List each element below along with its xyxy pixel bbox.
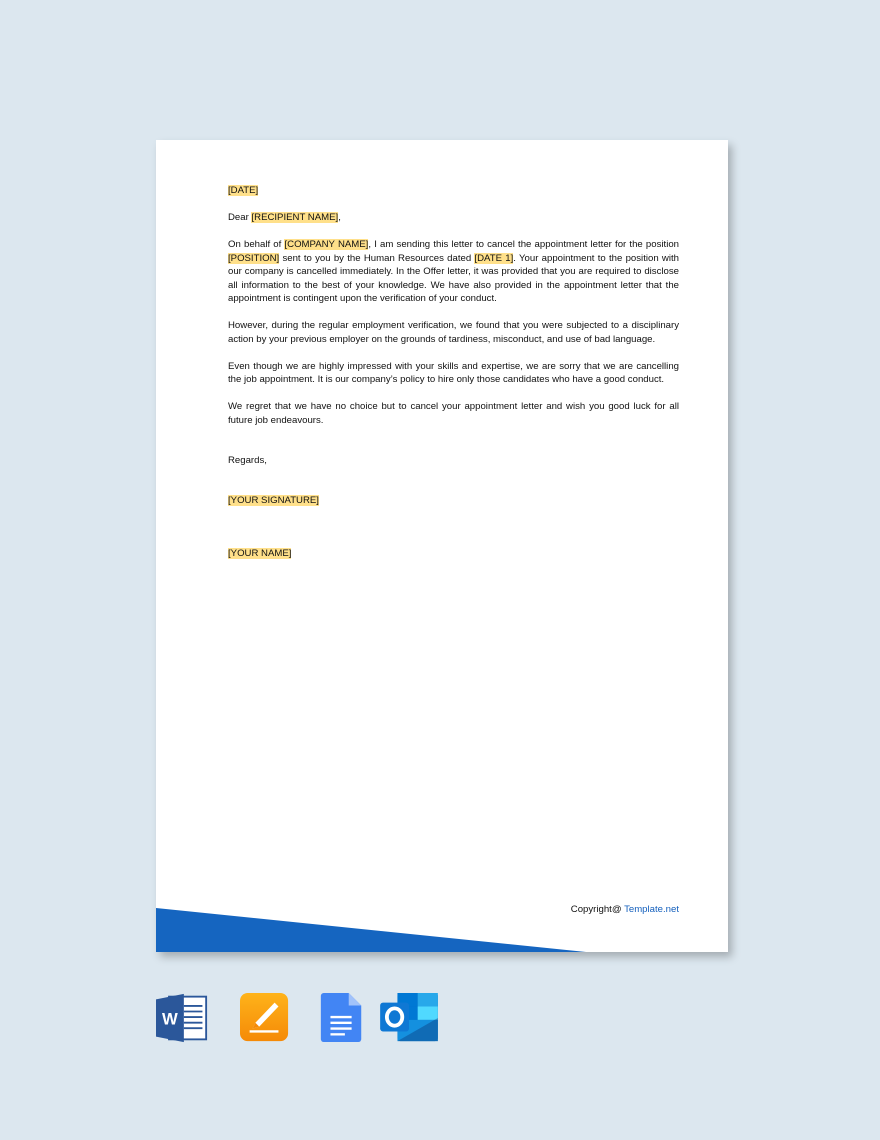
position-placeholder: [POSITION] — [228, 252, 280, 264]
company-placeholder: [COMPANY NAME] — [284, 239, 369, 250]
date-placeholder: [DATE] — [228, 185, 259, 196]
pages-icon[interactable] — [239, 993, 291, 1043]
paragraph-4: We regret that we have no choice but to cancel your appointment letter and wish you good luck for all future job endeavours. — [228, 401, 679, 426]
paragraph-1 — [228, 238, 679, 306]
letter-page — [156, 140, 728, 952]
brand-link[interactable]: Template.net — [624, 904, 679, 915]
paragraph-2: However, during the regular employment verification, we found that you were subjected to a disciplinary action by your previous employer on the grounds of tardiness, misconduct, and use of bad language. — [228, 320, 679, 345]
footer-blue-band — [156, 902, 728, 952]
salutation — [228, 211, 679, 225]
letter-body — [228, 184, 679, 574]
outlook-icon[interactable] — [379, 993, 439, 1043]
p1-text-c: sent to you by the Human Resources dated — [279, 252, 475, 264]
paragraph-3: Even though we are highly impressed with your skills and expertise, we are sorry that we are cancelling the job appointment. It is our company’s policy to hire only those candidates who have a good conduct. — [228, 360, 679, 385]
p1-text-b: , I am sending this letter to cancel the appointment letter for the position — [368, 239, 679, 250]
app-icons-row — [156, 993, 456, 1045]
outlook-letter: O — [394, 1021, 395, 1023]
p1-text-d: . Your appointment to the position with our company is cancelled immediately. In the Offer letter, it was provided that you are required to disclose all information to the best of your knowledge. We have also provided in the appointment letter that the appointment is contingent upon the verification of your conduct. — [228, 252, 679, 304]
word-icon[interactable] — [156, 993, 208, 1043]
signature-placeholder: [YOUR SIGNATURE] — [228, 494, 319, 506]
date-line — [228, 184, 679, 198]
date1-placeholder: [DATE 1] — [474, 252, 514, 264]
recipient-placeholder: [RECIPIENT NAME] — [251, 212, 339, 223]
p1-text-a: On behalf of — [228, 239, 285, 250]
closing-regards: Regards, — [228, 455, 267, 466]
word-letter: W — [162, 1009, 178, 1029]
copyright-label: Copyright@ — [570, 904, 625, 915]
google-docs-icon[interactable] — [316, 993, 368, 1043]
name-placeholder: [YOUR NAME] — [228, 548, 292, 559]
name-line — [228, 547, 679, 561]
salutation-text: Dear — [228, 212, 252, 223]
signature-line — [228, 494, 679, 508]
salutation-end: , — [338, 212, 341, 223]
